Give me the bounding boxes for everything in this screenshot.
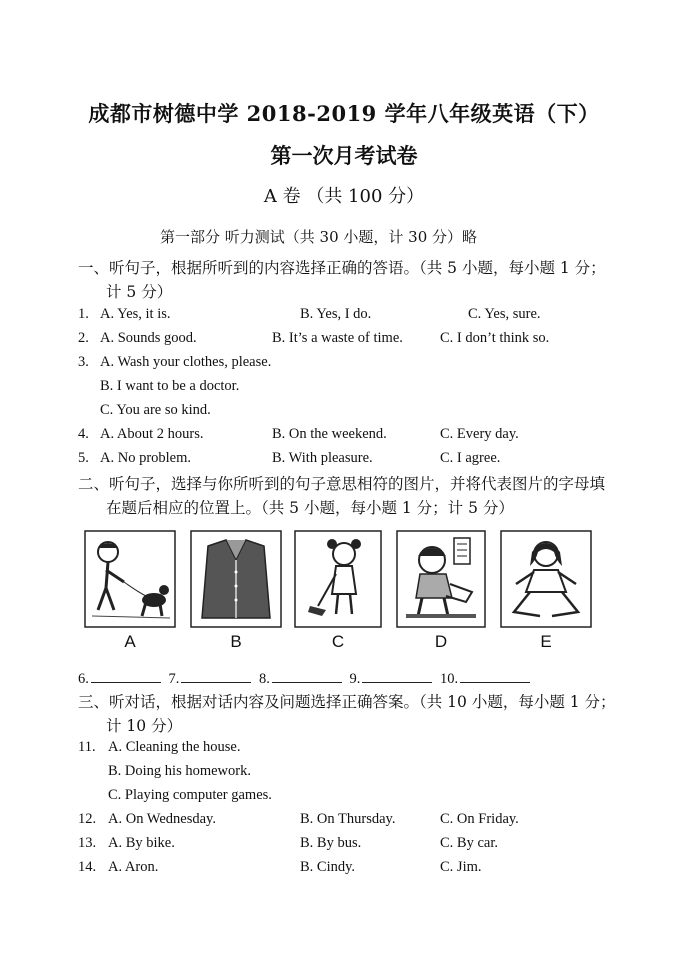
option-c: C. I agree.: [440, 450, 501, 466]
section-2-heading: 二、听句子，选择与你所听到的句子意思相符的图片，并将代表图片的字母填: [78, 475, 606, 493]
picture-a: [84, 530, 176, 651]
blank-label-9: 9.: [349, 671, 361, 687]
answer-blank-7[interactable]: [181, 668, 251, 683]
option-a: A. Wash your clothes, please.: [100, 354, 272, 370]
option-b: B. Cindy.: [300, 859, 356, 875]
option-a: A. Cleaning the house.: [108, 739, 241, 755]
option-a: A. Yes, it is.: [100, 306, 171, 322]
answer-blank-9[interactable]: [362, 668, 432, 683]
option-b: B. On the weekend.: [272, 426, 387, 442]
option-a: A. Aron.: [108, 859, 159, 875]
option-b: B. With pleasure.: [272, 450, 373, 466]
question-number: 1.: [78, 306, 89, 322]
option-a: A. About 2 hours.: [100, 426, 204, 442]
sweeping-girl-icon: [294, 530, 382, 628]
option-a: A. No problem.: [100, 450, 192, 466]
question-number: 14.: [78, 859, 97, 875]
option-c: C. Playing computer games.: [108, 787, 272, 803]
exam-subtitle: 第一次月考试卷: [270, 143, 418, 168]
section-1-heading-cont: 计 5 分）: [106, 283, 173, 301]
picture-label: B: [230, 632, 242, 651]
option-a: A. Sounds good.: [100, 330, 197, 346]
picture-label: C: [331, 632, 345, 651]
blank-label-8: 8.: [259, 671, 270, 687]
option-c: C. Every day.: [440, 426, 519, 442]
option-b: B. Doing his homework.: [108, 763, 251, 779]
picture-label: D: [434, 632, 448, 651]
option-a: A. By bike.: [108, 835, 175, 851]
blank-label-6: 6.: [78, 671, 89, 687]
question-number: 12.: [78, 811, 97, 827]
option-c: C. On Friday.: [440, 811, 519, 827]
paper-label: A 卷 （共 100 分）: [263, 186, 425, 207]
dog-walking-icon: [84, 530, 176, 628]
boy-cleaning-icon: [396, 530, 486, 628]
section-3-heading: 三、听对话，根据对话内容及问题选择正确答案。（共 10 小题，每小题 1 分；: [78, 693, 616, 711]
picture-d: [396, 530, 486, 651]
option-b: B. By bus.: [300, 835, 362, 851]
option-c: C. You are so kind.: [100, 402, 211, 418]
picture-label: A: [124, 632, 136, 651]
picture-e: [500, 530, 592, 651]
blank-label-10: 10.: [440, 671, 459, 687]
option-c: C. By car.: [440, 835, 498, 851]
section-2-heading-cont: 在题后相应的位置上。（共 5 小题，每小题 1 分；计 5 分）: [106, 499, 514, 517]
option-c: C. Jim.: [440, 859, 482, 875]
shirt-icon: [190, 530, 282, 628]
section-3-heading-cont: 计 10 分）: [106, 717, 183, 735]
picture-label: E: [540, 632, 552, 651]
blank-label-7: 7.: [168, 671, 180, 687]
answer-blanks: [78, 668, 530, 688]
option-b: B. On Thursday.: [300, 811, 396, 827]
question-number: 5.: [78, 450, 89, 466]
option-b: B. I want to be a doctor.: [100, 378, 240, 394]
part-heading: 第一部分 听力测试（共 30 小题，计 30 分）略: [160, 228, 478, 246]
question-number: 13.: [78, 835, 97, 851]
answer-blank-6[interactable]: [91, 668, 161, 683]
picture-c: [294, 530, 382, 651]
question-number: 11.: [78, 739, 96, 755]
option-c: C. Yes, sure.: [468, 306, 541, 322]
exam-title: 成都市树德中学 2018-2019 学年八年级英语（下）: [88, 101, 600, 126]
option-a: A. On Wednesday.: [108, 811, 216, 827]
question-number: 3.: [78, 354, 89, 370]
option-b: B. Yes, I do.: [300, 306, 372, 322]
option-c: C. I don’t think so.: [440, 330, 550, 346]
picture-b: [190, 530, 282, 651]
question-number: 4.: [78, 426, 89, 442]
option-b: B. It’s a waste of time.: [272, 330, 403, 346]
answer-blank-8[interactable]: [272, 668, 342, 683]
girl-exercising-icon: [500, 530, 592, 628]
answer-blank-10[interactable]: [460, 668, 530, 683]
question-number: 2.: [78, 330, 89, 346]
section-1-heading: 一、听句子，根据所听到的内容选择正确的答语。（共 5 小题，每小题 1 分；: [78, 259, 606, 277]
